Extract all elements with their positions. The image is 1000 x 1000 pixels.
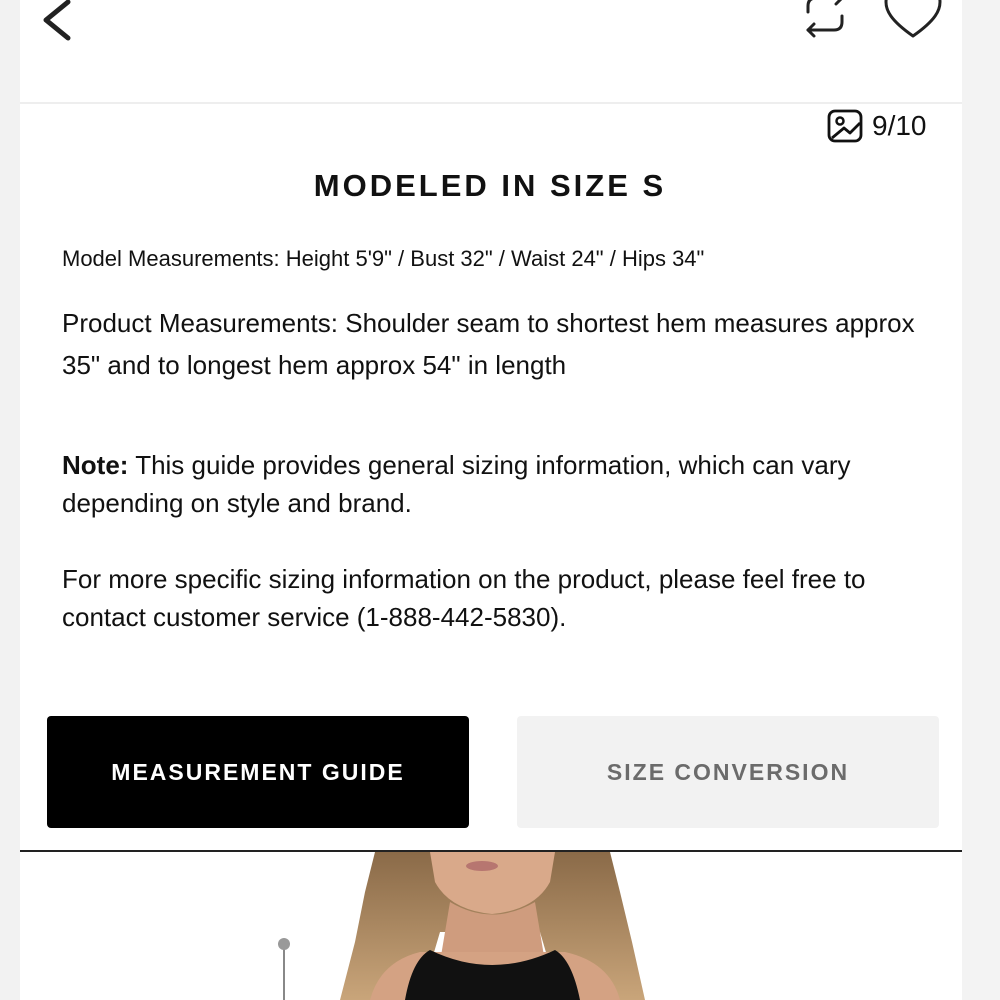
note-label: Note:	[62, 450, 129, 480]
top-bar	[0, 0, 1000, 60]
image-counter	[826, 108, 927, 144]
note-text: This guide provides general sizing information, which can vary depending on style and brand.	[62, 450, 851, 518]
back-button[interactable]	[34, 0, 84, 48]
model-measurements: Model Measurements: Height 5'9" / Bust 32" / Waist 24" / Hips 34"	[62, 246, 705, 271]
measurement-guide-button[interactable]: MEASUREMENT GUIDE	[47, 716, 469, 828]
product-photo	[20, 852, 962, 1000]
right-margin	[962, 0, 1000, 1000]
share-icon	[796, 0, 854, 42]
favorite-button[interactable]	[880, 0, 946, 42]
image-counter-text: 9/10	[872, 110, 927, 141]
share-button[interactable]	[796, 0, 854, 42]
chevron-left-icon	[34, 0, 84, 48]
contact-info: For more specific sizing information on the product, please feel free to contact customer service (1-888-442-5830).	[62, 564, 866, 632]
page-title: MODELED IN SIZE S	[313, 168, 667, 203]
model-photo-illustration	[20, 852, 962, 1000]
heart-icon	[880, 0, 946, 42]
left-margin	[0, 0, 20, 1000]
product-measurements: Product Measurements: Shoulder seam to shortest hem measures approx 35" and to longest hem approx 54" in length	[62, 308, 915, 380]
sizing-note	[62, 446, 942, 522]
size-conversion-button[interactable]: SIZE CONVERSION	[517, 716, 939, 828]
image-icon	[826, 108, 864, 144]
